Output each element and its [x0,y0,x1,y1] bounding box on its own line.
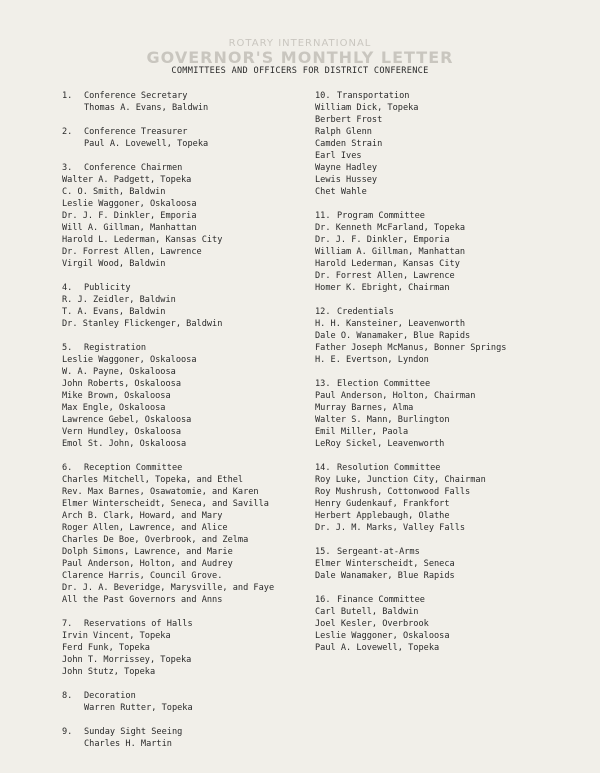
member-entry: Homer K. Ebright, Chairman [315,283,450,293]
committee-heading [62,162,308,174]
member-entry: Dolph Simons, Lawrence, and Marie [62,547,233,557]
committee-heading [62,342,308,354]
committee-heading [62,126,308,138]
committee-title: Resolution Committee [337,463,441,473]
member-entry: Leslie Waggoner, Oskaloosa [62,199,197,209]
committee-section [62,162,308,270]
committee-heading [62,690,308,702]
member-entry: Vern Hundley, Oskaloosa [62,427,181,437]
committee-section [315,306,585,366]
member-entry: Mike Brown, Oskaloosa [62,391,171,401]
committee-title: Finance Committee [337,595,425,605]
member-entry: Lewis Hussey [315,175,378,185]
member-entry: Dr. J. F. Dinkler, Emporia [62,211,197,221]
committee-section [315,210,585,294]
committee-title: Program Committee [337,211,425,221]
member-entry: Will A. Gillman, Manhattan [62,223,197,233]
member-entry: Berbert Frost [315,115,383,125]
member-entry: William Dick, Topeka [315,103,419,113]
member-entry: Paul A. Lovewell, Topeka [315,643,440,653]
member-entry: Emol St. John, Oskaloosa [62,439,187,449]
committee-title: Conference Chairmen [84,163,183,173]
member-entry: Camden Strain [315,139,383,149]
member-entry: Dr. Forrest Allen, Lawrence [62,247,202,257]
page-title: COMMITTEES AND OFFICERS FOR DISTRICT CONFERENCE [171,66,429,76]
member-entry: Dr. J. F. Dinkler, Emporia [315,235,450,245]
committee-section [315,594,585,654]
member-entry: All the Past Governors and Anns [62,595,223,605]
committee-number: 14. [315,463,331,473]
committee-number: 15. [315,547,331,557]
member-entry: Emil Miller, Paola [315,427,409,437]
member-entry: Henry Gudenkauf, Frankfort [315,499,450,509]
member-entry: Leslie Waggoner, Oskaloosa [315,631,450,641]
committee-heading [62,726,308,738]
committee-number: 5. [62,343,73,353]
committee-number: 16. [315,595,331,605]
member-entry: John Stutz, Topeka [62,667,156,677]
committee-heading [62,90,308,102]
member-entry: Wayne Hadley [315,163,378,173]
committee-title: Credentials [337,307,394,317]
letterhead-line-2: GOVERNOR'S MONTHLY LETTER [146,48,454,67]
member-entry: Virgil Wood, Baldwin [62,259,166,269]
committee-section [315,546,585,582]
member-entry: William A. Gillman, Manhattan [315,247,466,257]
committee-heading [315,594,585,606]
member-entry: Dr. Forrest Allen, Lawrence [315,271,455,281]
member-entry: Leslie Waggoner, Oskaloosa [62,355,197,365]
member-entry: Dr. J. M. Marks, Valley Falls [315,523,466,533]
committee-heading [62,462,308,474]
committee-section [62,126,308,150]
committee-title: Decoration [84,691,136,701]
member-entry: Ferd Funk, Topeka [62,643,150,653]
member-entry: H. E. Evertson, Lyndon [315,355,429,365]
member-entry: Dale O. Wanamaker, Blue Rapids [315,331,471,341]
member-entry: LeRoy Sickel, Leavenworth [315,439,445,449]
member-entry: Dr. J. A. Beveridge, Marysville, and Faye [62,583,275,593]
committee-section [62,282,308,330]
member-entry: Charles De Boe, Overbrook, and Zelma [62,535,249,545]
committee-heading [62,282,308,294]
member-entry: Dale Wanamaker, Blue Rapids [315,571,455,581]
committee-title: Reception Committee [84,463,183,473]
member-entry: Arch B. Clark, Howard, and Mary [62,511,223,521]
committee-number: 6. [62,463,73,473]
committee-heading [315,306,585,318]
member-entry: Clarence Harris, Council Grove. [62,571,223,581]
member-entry: Joel Kesler, Overbrook [315,619,429,629]
committee-section [62,90,308,114]
member-entry: Roy Luke, Junction City, Chairman [315,475,486,485]
committee-heading [315,462,585,474]
committee-heading [62,618,308,630]
committee-section [62,462,308,606]
member-entry: Irvin Vincent, Topeka [62,631,171,641]
committee-section [62,726,308,750]
member-entry: H. H. Kansteiner, Leavenworth [315,319,466,329]
member-entry: Roy Mushrush, Cottonwood Falls [315,487,471,497]
member-entry: Murray Barnes, Alma [315,403,414,413]
member-entry: C. O. Smith, Baldwin [62,187,166,197]
committee-section [315,378,585,450]
member-entry: Dr. Kenneth McFarland, Topeka [315,223,466,233]
member-entry: Paul Anderson, Holton, Chairman [315,391,476,401]
committee-number: 9. [62,727,73,737]
member-entry: Elmer Winterscheidt, Seneca [315,559,455,569]
committee-title: Sunday Sight Seeing [84,727,183,737]
committee-number: 12. [315,307,331,317]
committee-title: Conference Treasurer [84,127,188,137]
right-column [315,90,585,666]
member-entry: Thomas A. Evans, Baldwin [84,103,209,113]
member-entry: John T. Morrissey, Topeka [62,655,192,665]
member-entry: Herbert Applebaugh, Olathe [315,511,450,521]
member-entry: Earl Ives [315,151,362,161]
member-entry: Rev. Max Barnes, Osawatomie, and Karen [62,487,259,497]
committee-section [62,618,308,678]
member-entry: Roger Allen, Lawrence, and Alice [62,523,228,533]
committee-heading [315,378,585,390]
committee-title: Transportation [337,91,410,101]
committee-title: Election Committee [337,379,431,389]
committee-heading [315,546,585,558]
member-entry: R. J. Zeidler, Baldwin [62,295,176,305]
committee-title: Sergeant-at-Arms [337,547,420,557]
member-entry: Father Joseph McManus, Bonner Springs [315,343,507,353]
committee-number: 3. [62,163,73,173]
committee-number: 1. [62,91,73,101]
committee-number: 8. [62,691,73,701]
member-entry: Charles H. Martin [84,739,172,749]
committee-section [315,90,585,198]
member-entry: Paul Anderson, Holton, and Audrey [62,559,233,569]
committee-title: Conference Secretary [84,91,188,101]
member-entry: Dr. Stanley Flickenger, Baldwin [62,319,223,329]
member-entry: Walter S. Mann, Burlington [315,415,450,425]
member-entry: Carl Butell, Baldwin [315,607,419,617]
member-entry: W. A. Payne, Oskaloosa [62,367,176,377]
committee-section [315,462,585,534]
committee-title: Reservations of Halls [84,619,193,629]
left-column [62,90,308,762]
committee-title: Publicity [84,283,131,293]
committee-section [62,690,308,714]
member-entry: Charles Mitchell, Topeka, and Ethel [62,475,244,485]
member-entry: Ralph Glenn [315,127,372,137]
member-entry: Chet Wahle [315,187,367,197]
member-entry: Elmer Winterscheidt, Seneca, and Savilla [62,499,269,509]
member-entry: Harold L. Lederman, Kansas City [62,235,223,245]
committee-heading [315,90,585,102]
committee-number: 10. [315,91,331,101]
member-entry: John Roberts, Oskaloosa [62,379,181,389]
member-entry: Paul A. Lovewell, Topeka [84,139,209,149]
member-entry: Max Engle, Oskaloosa [62,403,166,413]
committee-number: 13. [315,379,331,389]
committee-number: 7. [62,619,73,629]
member-entry: Harold Lederman, Kansas City [315,259,460,269]
member-entry: T. A. Evans, Baldwin [62,307,166,317]
committee-number: 4. [62,283,73,293]
committee-section [62,342,308,450]
member-entry: Lawrence Gebel, Oskaloosa [62,415,192,425]
committee-heading [315,210,585,222]
member-entry: Warren Rutter, Topeka [84,703,193,713]
committee-title: Registration [84,343,147,353]
committee-number: 2. [62,127,73,137]
member-entry: Walter A. Padgett, Topeka [62,175,192,185]
committee-number: 11. [315,211,331,221]
letterhead-line-1: ROTARY INTERNATIONAL [228,38,372,49]
